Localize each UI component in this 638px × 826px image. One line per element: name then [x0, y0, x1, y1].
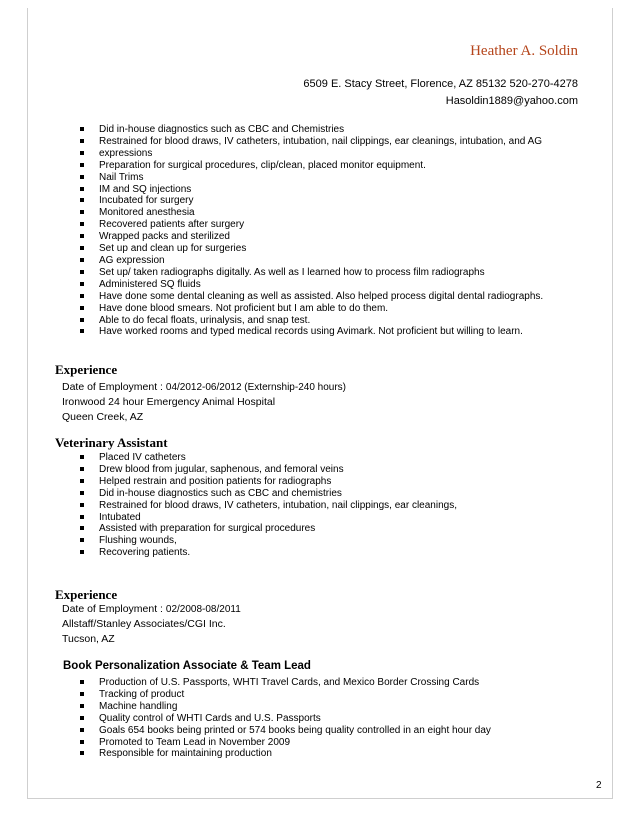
applicant-address: 6509 E. Stacy Street, Florence, AZ 85132 520-270-4278 [303, 78, 578, 90]
bullet-item: Assisted with preparation for surgical procedures [80, 523, 457, 535]
employer-location-2: Tucson, AZ [62, 633, 115, 645]
employer-1: Ironwood 24 hour Emergency Animal Hospital [62, 396, 276, 408]
page-border-left [27, 8, 28, 798]
bullet-item: Recovered patients after surgery [80, 219, 543, 231]
bullet-item: Production of U.S. Passports, WHTI Travel Cards, and Mexico Border Crossing Cards [80, 677, 491, 689]
bullet-item: IM and SQ injections [80, 184, 543, 196]
applicant-name: Heather A. Soldin [470, 43, 578, 59]
page-border-right [612, 8, 613, 798]
bullet-item: Machine handling [80, 701, 491, 713]
bullet-item: Placed IV catheters [80, 452, 457, 464]
book-duties-list [80, 677, 491, 760]
experience-heading-2: Experience [55, 587, 118, 602]
bullet-item: Helped restrain and position patients for radiographs [80, 476, 457, 488]
bullet-item: Have done some dental cleaning as well as assisted. Also helped process digital dental radiographs. [80, 291, 543, 303]
bullet-item: Preparation for surgical procedures, clip/clean, placed monitor equipment. [80, 160, 543, 172]
bullet-item: Recovering patients. [80, 547, 457, 559]
employer-2: Allstaff/Stanley Associates/CGI Inc. [62, 618, 226, 630]
bullet-item: Intubated [80, 512, 457, 524]
bullet-item: Able to do fecal floats, urinalysis, and snap test. [80, 315, 543, 327]
bullet-item: Set up and clean up for surgeries [80, 243, 543, 255]
employment-dates-2 [62, 603, 241, 615]
bullet-item: Nail Trims [80, 172, 543, 184]
page-border-bottom [27, 798, 613, 799]
bullet-item: Restrained for blood draws, IV catheters, intubation, nail clippings, ear cleanings, intubation, and AG [80, 136, 543, 148]
bullet-item: Have done blood smears. Not proficient but I am able to do them. [80, 303, 543, 315]
bullet-item: Goals 654 books being printed or 574 books being quality controlled in an eight hour day [80, 725, 491, 737]
employment-label: Date of Employment : [62, 381, 166, 393]
bullet-item: AG expression [80, 255, 543, 267]
bullet-item: Restrained for blood draws, IV catheters, intubation, nail clippings, ear cleanings, [80, 500, 457, 512]
employment-label: Date of Employment : [62, 603, 166, 615]
employment-dates-1 [62, 381, 346, 393]
bullet-item: Flushing wounds, [80, 535, 457, 547]
role-title-1: Veterinary Assistant [55, 435, 168, 450]
bullet-item: Wrapped packs and sterilized [80, 231, 543, 243]
bullet-item: Have worked rooms and typed medical records using Avimark. Not proficient but willing to learn. [80, 326, 543, 338]
bullet-item: Monitored anesthesia [80, 207, 543, 219]
bullet-item: Responsible for maintaining production [80, 748, 491, 760]
bullet-item: Incubated for surgery [80, 195, 543, 207]
skills-list [80, 124, 543, 338]
applicant-email: Hasoldin1889@yahoo.com [445, 95, 578, 107]
bullet-item: Drew blood from jugular, saphenous, and femoral veins [80, 464, 457, 476]
bullet-item: Quality control of WHTI Cards and U.S. Passports [80, 713, 491, 725]
vet-duties-list [80, 452, 457, 559]
bullet-item: Did in-house diagnostics such as CBC and Chemistries [80, 124, 543, 136]
role-title-2: Book Personalization Associate & Team Lead [63, 660, 311, 672]
employment-value: 02/2008-08/2011 [165, 604, 241, 615]
bullet-item: Promoted to Team Lead in November 2009 [80, 737, 491, 749]
experience-heading-1: Experience [55, 362, 118, 377]
bullet-item: Did in-house diagnostics such as CBC and chemistries [80, 488, 457, 500]
bullet-item: Tracking of product [80, 689, 491, 701]
employer-location-1: Queen Creek, AZ [62, 411, 144, 423]
employment-value: 04/2012-06/2012 (Externship-240 hours) [165, 382, 347, 393]
page-number: 2 [596, 780, 602, 791]
bullet-item: Administered SQ fluids [80, 279, 543, 291]
bullet-item: Set up/ taken radiographs digitally. As well as I learned how to process film radiographs [80, 267, 543, 279]
bullet-item: expressions [80, 148, 543, 160]
